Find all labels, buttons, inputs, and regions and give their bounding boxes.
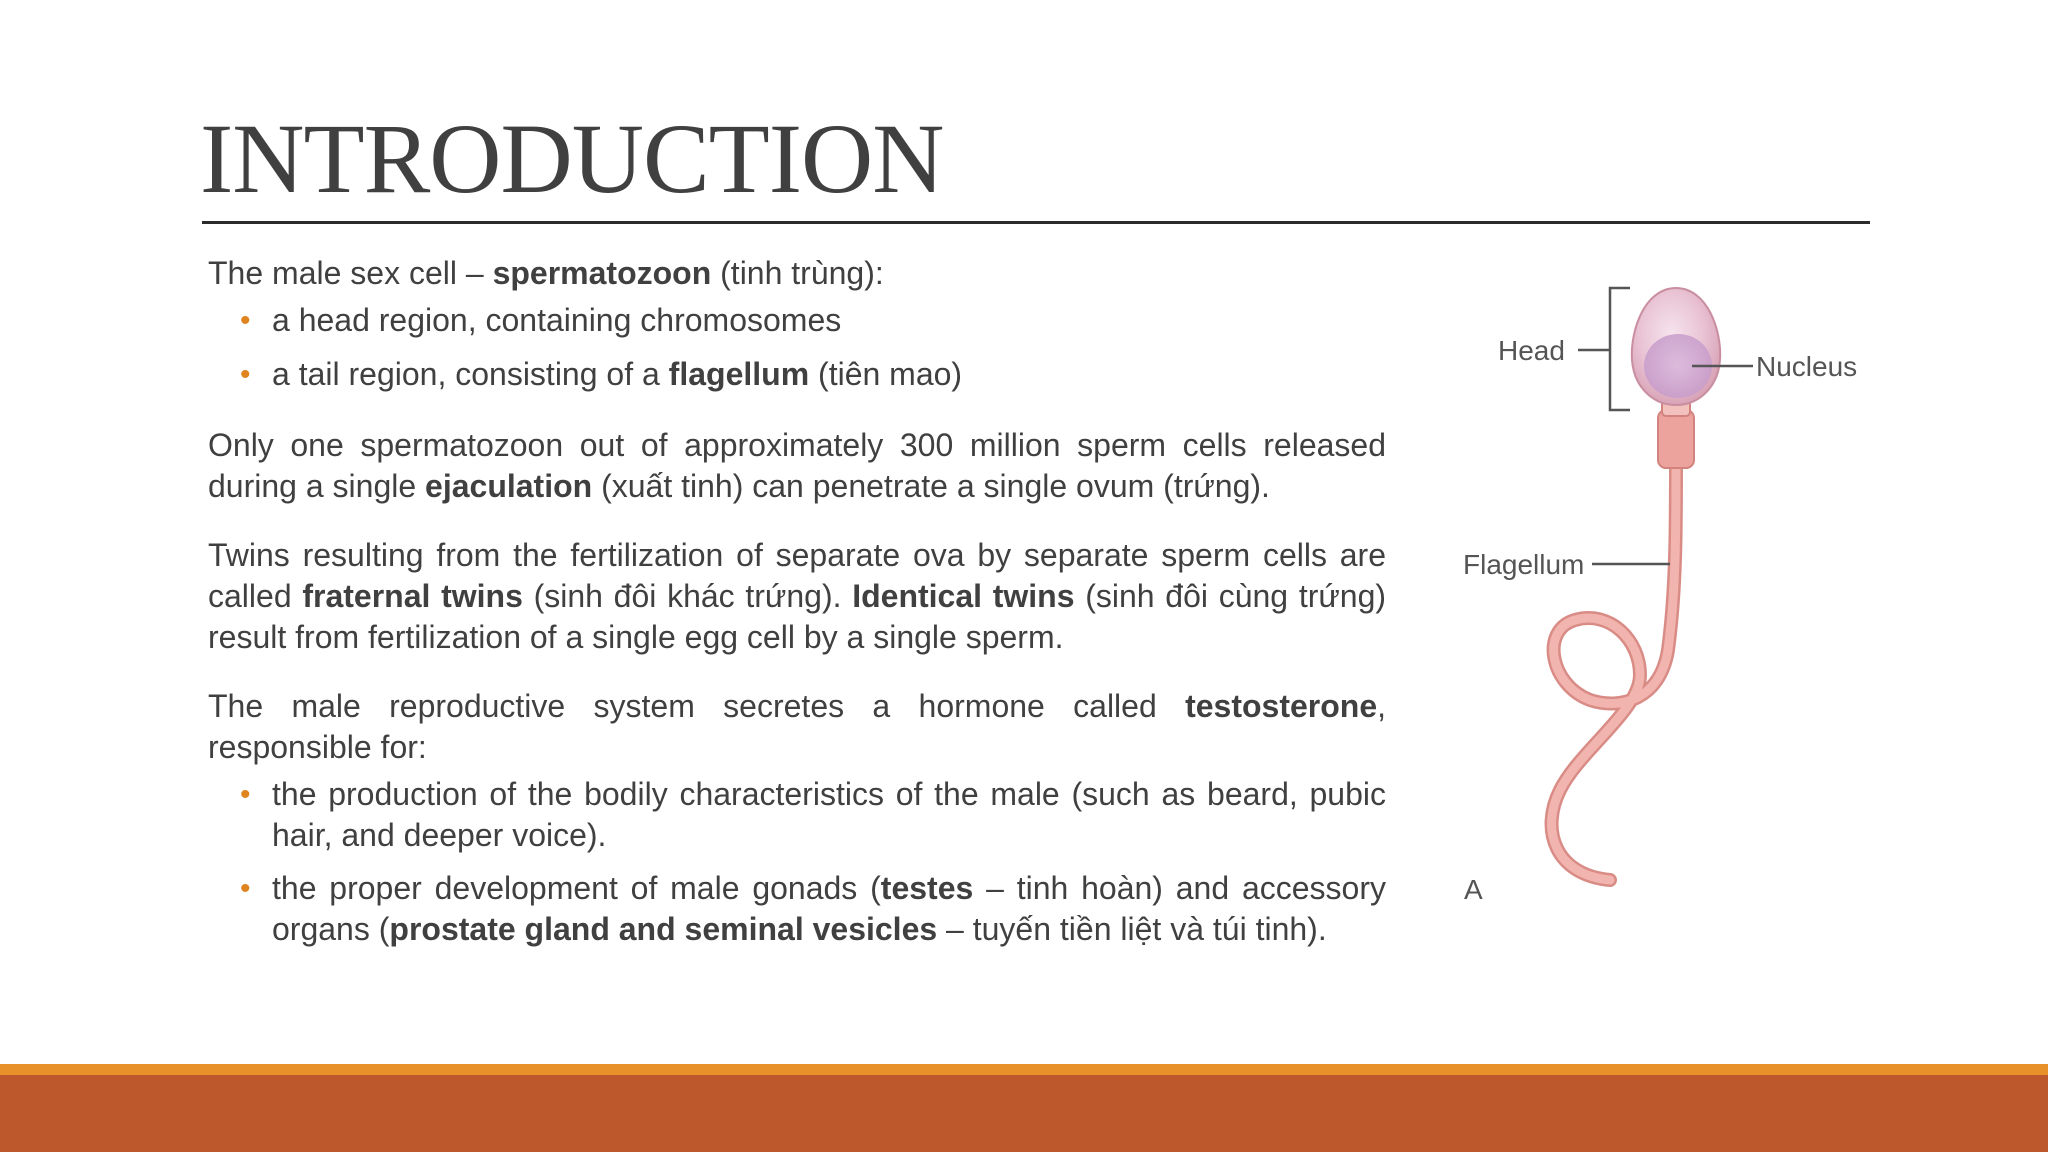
sperm-parts-list	[208, 300, 1386, 395]
list-item	[208, 354, 1386, 395]
list-item	[208, 300, 1386, 341]
head-bracket	[1610, 288, 1630, 410]
label-head: Head	[1498, 335, 1565, 366]
paragraph-bold: ejaculation	[425, 468, 593, 504]
ejaculation-paragraph	[208, 425, 1386, 507]
intro-text-end: (tinh trùng):	[711, 255, 884, 291]
list-item-bold: testes	[880, 870, 974, 906]
list-item-text: a head region, containing chromosomes	[272, 302, 842, 338]
testosterone-effects-list	[208, 774, 1386, 950]
slide-body	[208, 253, 1386, 962]
list-item-text: the proper development of male gonads (	[272, 870, 881, 906]
paragraph-text-end: (sinh đôi cùng trứng) result from fertilization of a single egg cell by a single sperm.	[208, 578, 1387, 655]
intro-paragraph	[208, 253, 1386, 294]
paragraph-text: The male reproductive system secretes a hormone called	[208, 688, 1186, 724]
paragraph-text-end: , responsible for:	[208, 688, 1386, 765]
testosterone-paragraph	[208, 686, 1386, 768]
list-item	[208, 868, 1386, 950]
bullet-icon: •	[240, 872, 251, 905]
bullet-icon: •	[240, 778, 251, 811]
midpiece	[1658, 410, 1694, 468]
paragraph-text-mid: (sinh đôi khác trứng).	[522, 578, 853, 614]
slide-title: INTRODUCTION	[200, 103, 944, 214]
paragraph-bold: testosterone	[1185, 688, 1378, 724]
list-item-text: a tail region, consisting of a	[272, 356, 669, 392]
label-flagellum: Flagellum	[1463, 549, 1585, 580]
list-item-bold: flagellum	[668, 356, 810, 392]
bullet-icon: •	[240, 358, 251, 391]
label-nucleus: Nucleus	[1756, 351, 1858, 382]
list-item-text-end: (tiên mao)	[809, 356, 963, 392]
twins-paragraph	[208, 535, 1386, 658]
spermatozoon-diagram	[1440, 270, 1900, 930]
paragraph-bold-2: Identical twins	[852, 578, 1075, 614]
footer-bar	[0, 1075, 2048, 1152]
paragraph-bold: fraternal twins	[302, 578, 523, 614]
intro-bold: spermatozoon	[492, 255, 712, 291]
list-item-bold-2: prostate gland and seminal vesicles	[389, 911, 938, 947]
paragraph-text: Only one spermatozoon out of approximately 300 million sperm cells released during a single	[208, 427, 1386, 504]
list-item-text: the production of the bodily characteristics of the male (such as beard, pubic hair, and deeper voice).	[272, 776, 1386, 853]
list-item	[208, 774, 1386, 856]
spermatozoon-illustration	[1440, 270, 1900, 930]
label-panel: A	[1464, 874, 1483, 905]
list-item-text-end: – tuyến tiền liệt và túi tinh).	[937, 911, 1327, 947]
footer-accent-stripe	[0, 1064, 2048, 1075]
intro-text: The male sex cell –	[208, 255, 493, 291]
paragraph-text: Twins resulting from the fertilization of separate ova by separate sperm cells are called	[208, 537, 1386, 614]
list-item-text-mid: – tinh hoàn) and accessory organs (	[272, 870, 1387, 947]
title-underline	[202, 221, 1870, 224]
flagellum-tail	[1552, 460, 1676, 880]
paragraph-text-end: (xuất tinh) can penetrate a single ovum (trứng).	[592, 468, 1270, 504]
bullet-icon: •	[240, 304, 251, 337]
